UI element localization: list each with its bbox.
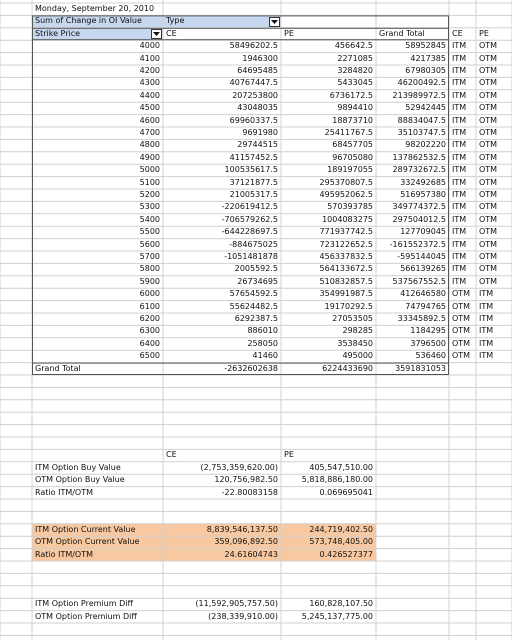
column-header-pe[interactable]: PE (284, 28, 294, 38)
pe-value-cell[interactable]: 27053505 (332, 314, 373, 323)
ce-status-cell[interactable]: OTM (452, 301, 471, 311)
ce-value-cell[interactable]: -220619412.5 (221, 202, 278, 212)
pe-status-cell[interactable]: OTM (479, 177, 498, 187)
strike-price-cell[interactable]: 5100 (139, 177, 160, 187)
summary-label[interactable]: OTM Option Buy Value (35, 475, 125, 485)
ce-value-cell[interactable]: 258050 (247, 338, 278, 348)
summary-pe-value[interactable]: 5,245,137,775.00 (301, 611, 373, 621)
pe-status-cell[interactable]: OTM (479, 202, 498, 212)
ce-status-cell[interactable]: OTM (452, 326, 471, 336)
summary-ce-value[interactable]: 359,096,892.50 (214, 537, 278, 547)
summary-label[interactable]: Ratio ITM/OTM (35, 487, 94, 497)
ce-status-cell[interactable]: OTM (452, 351, 471, 361)
strike-price-cell[interactable]: 4000 (139, 41, 160, 51)
ce-value-cell[interactable]: 57654592.5 (229, 289, 278, 299)
pe-value-cell[interactable]: 295370807.5 (319, 177, 373, 187)
strike-price-cell[interactable]: 6000 (139, 289, 160, 299)
pe-status-cell[interactable]: OTM (479, 90, 498, 100)
summary-ce-value[interactable]: (11,592,905,757.50) (195, 599, 278, 609)
ce-value-cell[interactable]: -644228697.5 (221, 227, 278, 237)
grand-total-cell[interactable]: 98202220 (405, 140, 446, 150)
pe-value-cell[interactable]: 723122652.5 (319, 239, 373, 249)
pe-value-cell[interactable]: 189197055 (327, 165, 373, 175)
strike-price-cell[interactable]: 5900 (139, 276, 160, 286)
strike-price-cell[interactable]: 4800 (139, 140, 160, 150)
pe-status-cell[interactable]: OTM (479, 103, 498, 113)
ce-value-cell[interactable]: 2005592.5 (234, 264, 278, 274)
pe-status-cell[interactable]: OTM (479, 115, 498, 125)
pe-status-cell[interactable]: OTM (479, 128, 498, 137)
ce-status-cell[interactable]: ITM (452, 128, 467, 137)
strike-price-cell[interactable]: 5700 (139, 252, 160, 261)
pe-status-cell[interactable]: OTM (479, 190, 498, 199)
summary-label[interactable]: OTM Option Premium Diff (35, 611, 137, 621)
pe-value-cell[interactable]: 96705080 (332, 152, 373, 162)
ce-value-cell[interactable]: 100535617.5 (224, 165, 278, 175)
strike-price-cell[interactable]: 6500 (139, 351, 160, 361)
grand-total-cell[interactable]: 58952845 (405, 41, 446, 51)
grand-total-cell[interactable]: 35103747.5 (397, 128, 446, 137)
pe-value-cell[interactable]: 3284820 (337, 66, 373, 75)
pe-status-cell[interactable]: ITM (479, 326, 494, 336)
pe-value-cell[interactable]: 564133672.5 (319, 264, 373, 274)
pivot-data-field[interactable]: Sum of Change in OI Value (35, 16, 142, 26)
ce-value-cell[interactable]: 29744515 (237, 140, 278, 150)
ce-status-cell[interactable]: ITM (452, 252, 467, 261)
pe-value-cell[interactable]: 510832857.5 (319, 276, 373, 286)
pe-value-cell[interactable]: 456337832.5 (319, 252, 373, 261)
summary-label[interactable]: ITM Option Current Value (35, 524, 136, 534)
pe-status-cell[interactable]: ITM (479, 301, 494, 311)
pe-value-cell[interactable]: 9894410 (337, 103, 373, 113)
ce-status-cell[interactable]: OTM (452, 289, 471, 299)
strike-price-cell[interactable]: 5500 (139, 227, 160, 237)
grand-total-cell[interactable]: 537567552.5 (392, 276, 446, 286)
ce-value-cell[interactable]: 1946300 (242, 53, 278, 63)
strike-price-cell[interactable]: 5400 (139, 214, 160, 224)
ce-value-cell[interactable]: 886010 (247, 326, 278, 336)
ce-value-cell[interactable]: 41460 (252, 351, 278, 361)
grand-total-cell[interactable]: 516957380 (400, 190, 446, 199)
strike-price-cell[interactable]: 5000 (139, 165, 160, 175)
pe-status-cell[interactable]: OTM (479, 152, 498, 162)
grand-total-label[interactable]: Grand Total (35, 363, 81, 373)
grand-total-cell[interactable]: 67980305 (405, 66, 446, 75)
strike-price-cell[interactable]: 4100 (139, 53, 160, 63)
strike-price-cell[interactable]: 6100 (139, 301, 160, 311)
strike-price-cell[interactable]: 5300 (139, 202, 160, 212)
strike-price-filter-dropdown[interactable] (151, 29, 162, 39)
grand-total-cell[interactable]: 412646580 (400, 289, 446, 299)
grand-total-ce[interactable]: -2632602638 (224, 363, 278, 373)
ce-status-cell[interactable]: ITM (452, 41, 467, 51)
column-header-grand-total[interactable]: Grand Total (379, 28, 425, 38)
grand-total-cell[interactable]: -595144045 (397, 252, 446, 261)
summary-pe-value[interactable]: 244,719,402.50 (309, 524, 373, 534)
grand-total-cell[interactable]: 52942445 (405, 103, 446, 113)
summary-pe-value[interactable]: 0.426527377 (319, 549, 373, 559)
pe-status-cell[interactable]: ITM (479, 351, 494, 361)
column-header-ce-status[interactable]: CE (452, 28, 463, 38)
summary-ce-value[interactable]: (238,339,910.00) (208, 611, 278, 621)
strike-price-cell[interactable]: 4700 (139, 128, 160, 137)
strike-price-cell[interactable]: 5600 (139, 239, 160, 249)
summary-label[interactable]: ITM Option Buy Value (35, 462, 121, 472)
summary-label[interactable]: ITM Option Premium Diff (35, 599, 133, 609)
summary-ce-value[interactable]: 24.61604743 (224, 549, 278, 559)
pivot-column-field[interactable]: Type (166, 16, 185, 26)
ce-value-cell[interactable]: 64695485 (237, 66, 278, 75)
pe-status-cell[interactable]: OTM (479, 227, 498, 237)
ce-status-cell[interactable]: OTM (452, 314, 471, 323)
pe-status-cell[interactable]: OTM (479, 276, 498, 286)
ce-status-cell[interactable]: ITM (452, 115, 467, 125)
strike-price-cell[interactable]: 4400 (139, 90, 160, 100)
ce-status-cell[interactable]: ITM (452, 53, 467, 63)
pe-value-cell[interactable]: 456642.5 (334, 41, 373, 51)
grand-total-cell[interactable]: 46200492.5 (397, 78, 446, 88)
ce-value-cell[interactable]: 207253800 (232, 90, 278, 100)
ce-status-cell[interactable]: ITM (452, 140, 467, 150)
grand-total-cell[interactable]: 332492685 (400, 177, 446, 187)
ce-value-cell[interactable]: 40767447.5 (229, 78, 278, 88)
ce-value-cell[interactable]: 6292387.5 (234, 314, 278, 323)
summary-ce-value[interactable]: (2,753,359,620.00) (200, 462, 278, 472)
ce-value-cell[interactable]: 55624482.5 (229, 301, 278, 311)
summary-pe-value[interactable]: 160,828,107.50 (309, 599, 373, 609)
ce-value-cell[interactable]: 9691980 (242, 128, 278, 137)
ce-status-cell[interactable]: ITM (452, 214, 467, 224)
pe-value-cell[interactable]: 5433045 (337, 78, 373, 88)
dropdown-arrow-icon (271, 20, 278, 25)
ce-status-cell[interactable]: ITM (452, 90, 467, 100)
ce-value-cell[interactable]: 43048035 (237, 103, 278, 113)
pe-value-cell[interactable]: 3538450 (337, 338, 373, 348)
ce-value-cell[interactable]: 37121877.5 (229, 177, 278, 187)
summary-header-pe[interactable]: PE (284, 450, 294, 460)
pe-status-cell[interactable]: OTM (479, 140, 498, 150)
pe-value-cell[interactable]: 6736172.5 (329, 90, 373, 100)
strike-price-cell[interactable]: 6200 (139, 314, 160, 323)
grand-total-cell[interactable]: 536460 (415, 351, 446, 361)
grand-total-cell[interactable]: 566139265 (400, 264, 446, 274)
summary-label[interactable]: OTM Option Current Value (35, 537, 140, 547)
pe-status-cell[interactable]: ITM (479, 289, 494, 299)
ce-value-cell[interactable]: -706579262.5 (221, 214, 278, 224)
pe-value-cell[interactable]: 19170292.5 (324, 301, 373, 311)
type-filter-dropdown[interactable] (269, 17, 280, 27)
grand-total-cell[interactable]: 3796500 (410, 338, 446, 348)
ce-value-cell[interactable]: 21005317.5 (229, 190, 278, 199)
strike-price-cell[interactable]: 4200 (139, 66, 160, 75)
pe-status-cell[interactable]: ITM (479, 338, 494, 348)
pe-status-cell[interactable]: OTM (479, 252, 498, 261)
strike-price-cell[interactable]: 5800 (139, 264, 160, 274)
pe-status-cell[interactable]: OTM (479, 214, 498, 224)
pe-value-cell[interactable]: 354991987.5 (319, 289, 373, 299)
report-date-title[interactable]: Monday, September 20, 2010 (35, 4, 155, 13)
grand-total-cell[interactable]: 88834047.5 (397, 115, 446, 125)
summary-label[interactable]: Ratio ITM/OTM (35, 549, 94, 559)
ce-value-cell[interactable]: -884675025 (229, 239, 278, 249)
ce-value-cell[interactable]: 69960337.5 (229, 115, 278, 125)
ce-status-cell[interactable]: OTM (452, 338, 471, 348)
ce-status-cell[interactable]: ITM (452, 152, 467, 162)
pe-value-cell[interactable]: 1004083275 (322, 214, 373, 224)
pe-value-cell[interactable]: 2271085 (337, 53, 373, 63)
ce-status-cell[interactable]: ITM (452, 78, 467, 88)
ce-status-cell[interactable]: ITM (452, 239, 467, 249)
pe-value-cell[interactable]: 25411767.5 (324, 128, 373, 137)
ce-status-cell[interactable]: ITM (452, 103, 467, 113)
strike-price-cell[interactable]: 6400 (139, 338, 160, 348)
pe-status-cell[interactable]: OTM (479, 264, 498, 274)
ce-status-cell[interactable]: ITM (452, 66, 467, 75)
summary-pe-value[interactable]: 573,748,405.00 (309, 537, 373, 547)
pe-value-cell[interactable]: 495000 (342, 351, 373, 361)
dropdown-arrow-icon (153, 32, 160, 37)
grand-total-cell[interactable]: 74794765 (405, 301, 446, 311)
pe-status-cell[interactable]: OTM (479, 165, 498, 175)
grand-total-cell[interactable]: 297504012.5 (392, 214, 446, 224)
pe-value-cell[interactable]: 18873710 (332, 115, 373, 125)
ce-status-cell[interactable]: ITM (452, 165, 467, 175)
pe-value-cell[interactable]: 68457705 (332, 140, 373, 150)
grand-total-cell[interactable]: 349774372.5 (392, 202, 446, 212)
grand-total-sum[interactable]: 3591831053 (395, 363, 446, 373)
grand-total-cell[interactable]: 4217385 (410, 53, 446, 63)
pe-status-cell[interactable]: OTM (479, 66, 498, 75)
summary-pe-value[interactable]: 405,547,510.00 (309, 462, 373, 472)
strike-price-cell[interactable]: 4900 (139, 152, 160, 162)
summary-pe-value[interactable]: 0.069695041 (319, 487, 373, 497)
ce-status-cell[interactable]: ITM (452, 202, 467, 212)
strike-price-cell[interactable]: 4500 (139, 103, 160, 113)
grand-total-cell[interactable]: 1184295 (410, 326, 446, 336)
strike-price-cell[interactable]: 5200 (139, 190, 160, 199)
ce-status-cell[interactable]: ITM (452, 276, 467, 286)
summary-pe-value[interactable]: 5,818,886,180.00 (301, 475, 373, 485)
summary-ce-value[interactable]: -22.80083158 (221, 487, 278, 497)
ce-value-cell[interactable]: 58496202.5 (229, 41, 278, 51)
summary-ce-value[interactable]: 120,756,982.50 (214, 475, 278, 485)
ce-status-cell[interactable]: ITM (452, 177, 467, 187)
pe-status-cell[interactable]: OTM (479, 41, 498, 51)
grand-total-cell[interactable]: 213989972.5 (392, 90, 446, 100)
summary-header-ce[interactable]: CE (166, 450, 177, 460)
pivot-row-field[interactable]: Strike Price (35, 28, 81, 38)
pe-status-cell[interactable]: OTM (479, 239, 498, 249)
pe-value-cell[interactable]: 495952062.5 (319, 190, 373, 199)
pe-value-cell[interactable]: 570393785 (327, 202, 373, 212)
column-header-pe-status[interactable]: PE (479, 28, 489, 38)
pe-status-cell[interactable]: ITM (479, 314, 494, 323)
summary-ce-value[interactable]: 8,839,546,137.50 (206, 524, 278, 534)
ce-value-cell[interactable]: 26734695 (237, 276, 278, 286)
ce-status-cell[interactable]: ITM (452, 227, 467, 237)
grand-total-cell[interactable]: 289732672.5 (392, 165, 446, 175)
grand-total-cell[interactable]: -161552372.5 (389, 239, 446, 249)
pe-status-cell[interactable]: OTM (479, 78, 498, 88)
strike-price-cell[interactable]: 4300 (139, 78, 160, 88)
ce-value-cell[interactable]: -1051481878 (224, 252, 278, 261)
pe-value-cell[interactable]: 298285 (342, 326, 373, 336)
strike-price-cell[interactable]: 4600 (139, 115, 160, 125)
grand-total-cell[interactable]: 137862532.5 (392, 152, 446, 162)
grand-total-cell[interactable]: 33345892.5 (397, 314, 446, 323)
ce-value-cell[interactable]: 41157452.5 (229, 152, 278, 162)
ce-status-cell[interactable]: ITM (452, 264, 467, 274)
pe-status-cell[interactable]: OTM (479, 53, 498, 63)
column-header-ce[interactable]: CE (166, 28, 177, 38)
ce-status-cell[interactable]: ITM (452, 190, 467, 199)
pe-value-cell[interactable]: 771937742.5 (319, 227, 373, 237)
grand-total-pe[interactable]: 6224433690 (322, 363, 373, 373)
grand-total-cell[interactable]: 127709045 (400, 227, 446, 237)
strike-price-cell[interactable]: 6300 (139, 326, 160, 336)
